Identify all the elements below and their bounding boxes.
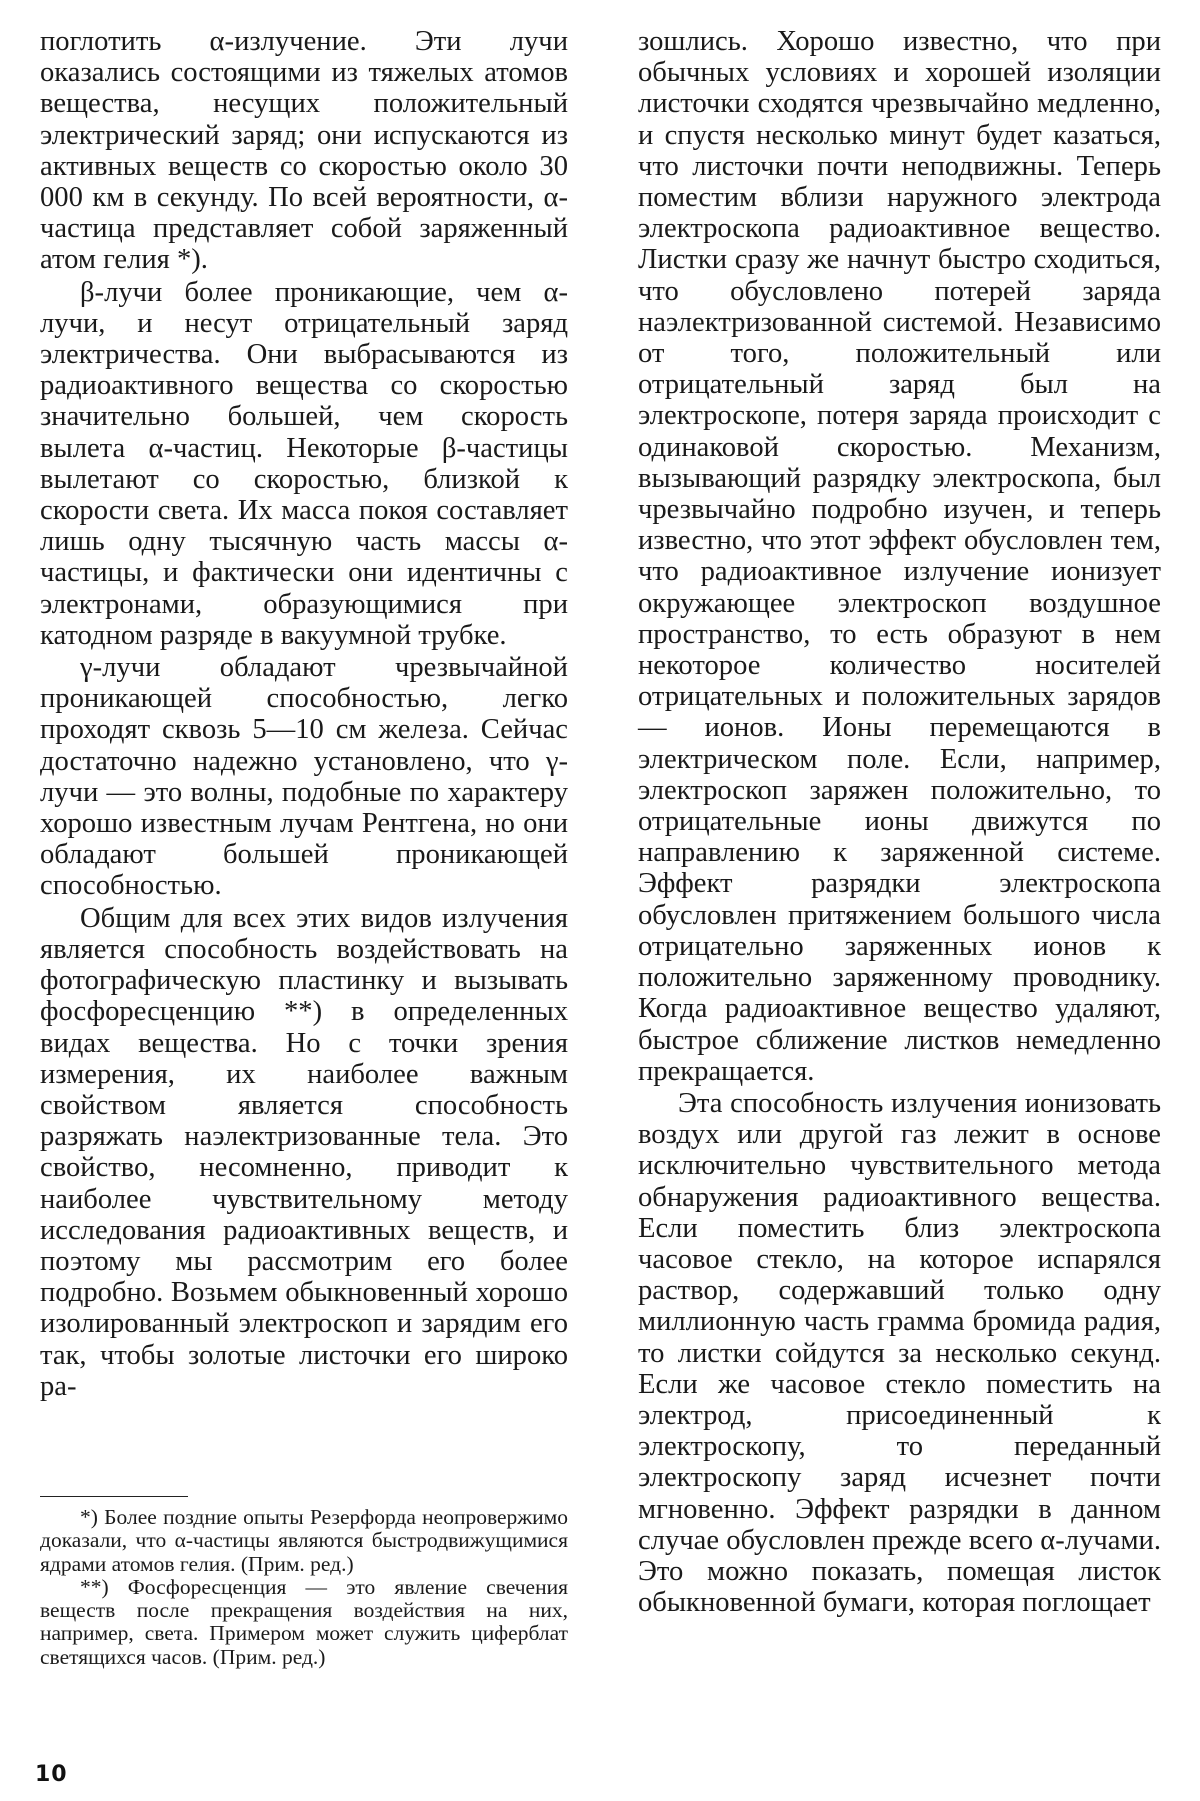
paragraph-alpha-rays: поглотить α-излучение. Эти лучи оказались состоящими из тяжелых атомов вещества, несущих положительный электрический заряд; они испускаются из активных веществ со скоростью около 30 000 км в секунду. По всей вероятности, α-частица представляет собой заряженный атом гелия *).: [40, 26, 568, 276]
paragraph-electroscope-discharge: зошлись. Хорошо известно, что при обычных условиях и хорошей изоляции листочки сходятся чрезвычайно медленно, и спустя несколько минут будет казаться, что листочки почти неподвижны. Теперь поместим вблизи наружного электрода электроскопа радиоактивное вещество. Листки сразу же начнут быстро сходиться, что обусловлено потерей заряда наэлектризованной системой. Независимо от того, положительный или отрицательный заряд был на электроскопе, потеря заряда происходит с одинаковой скоростью. Механизм, вызывающий разрядку электроскопа, был чрезвычайно подробно изучен, и теперь известно, что этот эффект обусловлен тем, что радиоактивное излучение ионизует окружающее электроскоп воздушное пространство, то есть образуют в нем некоторое количество носителей отрицательных и положительных зарядов — ионов. Ионы перемещаются в электрическом поле. Если, например, электроскоп заряжен положительно, то отрицательные ионы движутся по направлению к заряженной системе. Эффект разрядки электроскопа обусловлен притяжением большого числа отрицательно заряженных ионов к положительно заряженному проводнику. Когда радиоактивное вещество удаляют, быстрое сближение листков немедленно прекращается.: [638, 26, 1161, 1087]
paragraph-common-properties: Общим для всех этих видов излучения является способность воздействовать на фотографическую пластинку и вызывать фосфоресценцию **) в определенных видах вещества. Но с точки зрения измерения, их наиболее важным свойством является способность разряжать наэлектризованные тела. Это свойство, несомненно, приводит к наиболее чувствительному методу исследования радиоактивных веществ, и поэтому мы рассмотрим его более подробно. Возьмем обыкновенный хорошо изолированный электроскоп и зарядим его так, чтобы золотые листочки его широко ра-: [40, 902, 568, 1402]
footnote-1: *) Более поздние опыты Резерфорда неопровержимо доказали, что α-частицы являются быстродвижущимися ядрами атомов гелия. (Прим. ред.): [40, 1505, 568, 1576]
right-text-column: [638, 26, 1161, 1618]
footnotes: [40, 1506, 568, 1669]
footnote-2: **) Фосфоресценция — это явление свечения веществ после прекращения воздействия на них, например, света. Примером может служить циферблат светящихся часов. (Прим. ред.): [40, 1574, 568, 1669]
page-number: 10: [35, 1762, 68, 1787]
paragraph-gamma-rays: γ-лучи обладают чрезвычайной проникающей способностью, легко проходят сквозь 5—10 см железа. Сейчас достаточно надежно установлено, что γ-лучи — это волны, подобные по характеру хорошо известным лучам Рентгена, но они обладают большей проникающей способностью.: [40, 652, 568, 902]
paragraph-beta-rays: β-лучи более проникающие, чем α-лучи, и несут отрицательный заряд электричества. Они выбрасываются из радиоактивного вещества со скоростью значительно большей, чем скорость вылета α-частиц. Некоторые β-частицы вылетают со скоростью, близкой к скорости света. Их масса покоя составляет лишь одну тысячную часть массы α-частицы, и фактически они идентичны с электронами, образующимися при катодном разряде в вакуумной трубке.: [40, 276, 568, 651]
footnote-divider: [40, 1496, 188, 1497]
left-text-column: [40, 26, 568, 1402]
paragraph-ionization-method: Эта способность излучения ионизовать воздух или другой газ лежит в основе исключительно чувствительного метода обнаружения радиоактивного вещества. Если поместить близ электроскопа часовое стекло, на которое испарялся раствор, содержавший только одну миллионную часть грамма бромида радия, то листки сойдутся за несколько секунд. Если же часовое стекло поместить на электрод, присоединенный к электроскопу, то переданный электроскопу заряд исчезнет почти мгновенно. Эффект разрядки в данном случае обусловлен прежде всего α-лучами. Это можно показать, помещая листок обыкновенной бумаги, которая поглощает: [638, 1087, 1161, 1619]
